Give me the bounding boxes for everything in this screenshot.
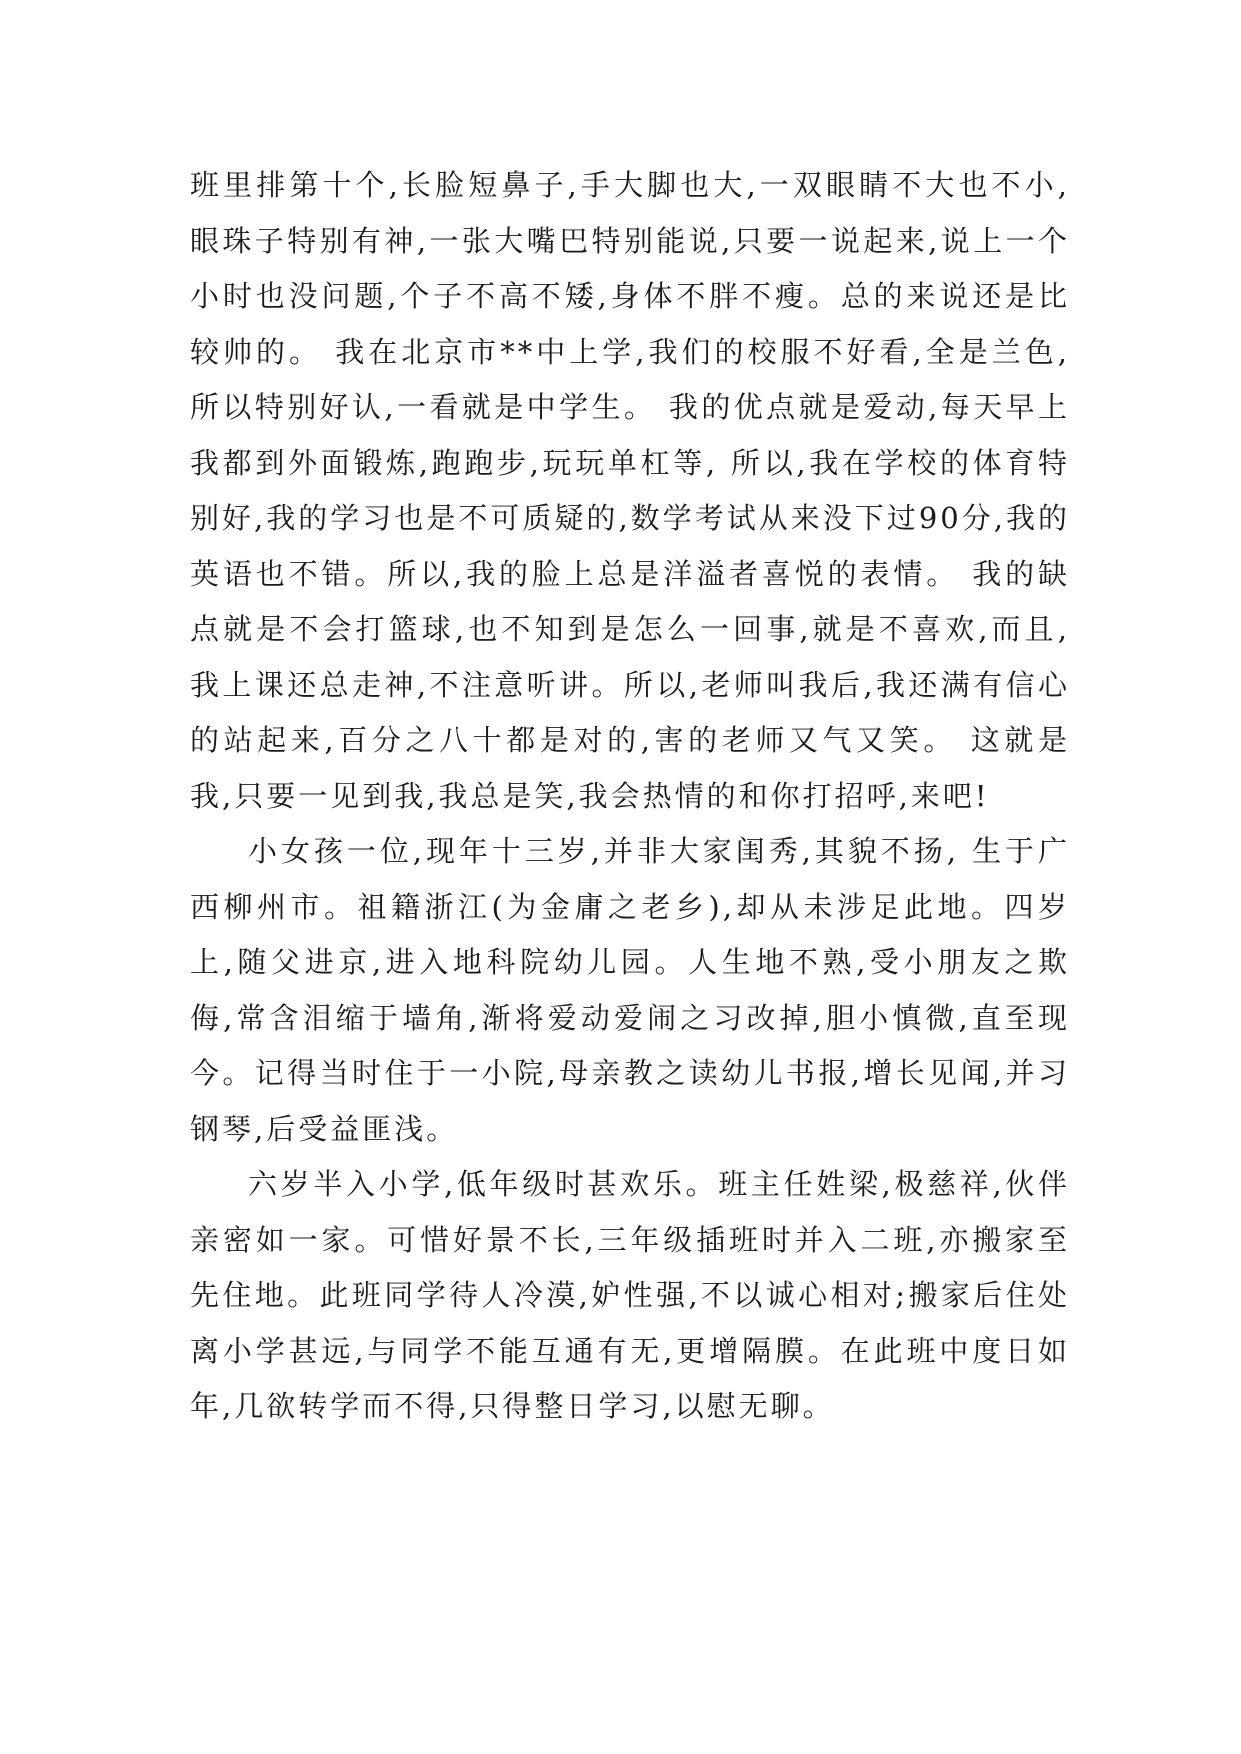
paragraph-2: 小女孩一位,现年十三岁,并非大家闺秀,其貌不扬, 生于广西柳州市。祖籍浙江(为金庸之老乡),却从未涉足此地。四岁上,随父进京,进入地科院幼儿园。人生地不熟,受小朋友之欺侮,常含泪缩于墙角,渐将爱动爱闹之习改掉,胆小慎微,直至现今。记得当时住于一小院,母亲教之读幼儿书报,增长见闻,并习钢琴,后受益匪浅。 [190, 834, 1070, 1146]
paragraph-3: 六岁半入小学,低年级时甚欢乐。班主任姓梁,极慈祥,伙伴亲密如一家。可惜好景不长,三年级插班时并入二班,亦搬家至先住地。此班同学待人冷漠,妒性强,不以诚心相对;搬家后住处离小学甚远,与同学不能互通有无,更增隔膜。在此班中度日如年,几欲转学而不得,只得整日学习,以慰无聊。 [190, 1167, 1070, 1423]
document-body [190, 158, 1070, 1435]
paragraph-1: 班里排第十个,长脸短鼻子,手大脚也大,一双眼睛不大也不小,眼珠子特别有神,一张大嘴巴特别能说,只要一说起来,说上一个小时也没问题,个子不高不矮,身体不胖不瘦。总的来说还是比较帅的。 我在北京市**中上学,我们的校服不好看,全是兰色,所以特别好认,一看就是中学生。 我的优点就是爱动,每天早上我都到外面锻炼,跑跑步,玩玩单杠等, 所以,我在学校的体育特别好,我的学习也是不可质疑的,数学考试从来没下过90分,我的英语也不错。所以,我的脸上总是洋溢者喜悦的表情。 我的缺点就是不会打篮球,也不知到是怎么一回事,就是不喜欢,而且, 我上课还总走神,不注意听讲。所以,老师叫我后,我还满有信心的站起来,百分之八十都是对的,害的老师又气又笑。 这就是我,只要一见到我,我总是笑,我会热情的和你打招呼,来吧! [190, 168, 1070, 813]
